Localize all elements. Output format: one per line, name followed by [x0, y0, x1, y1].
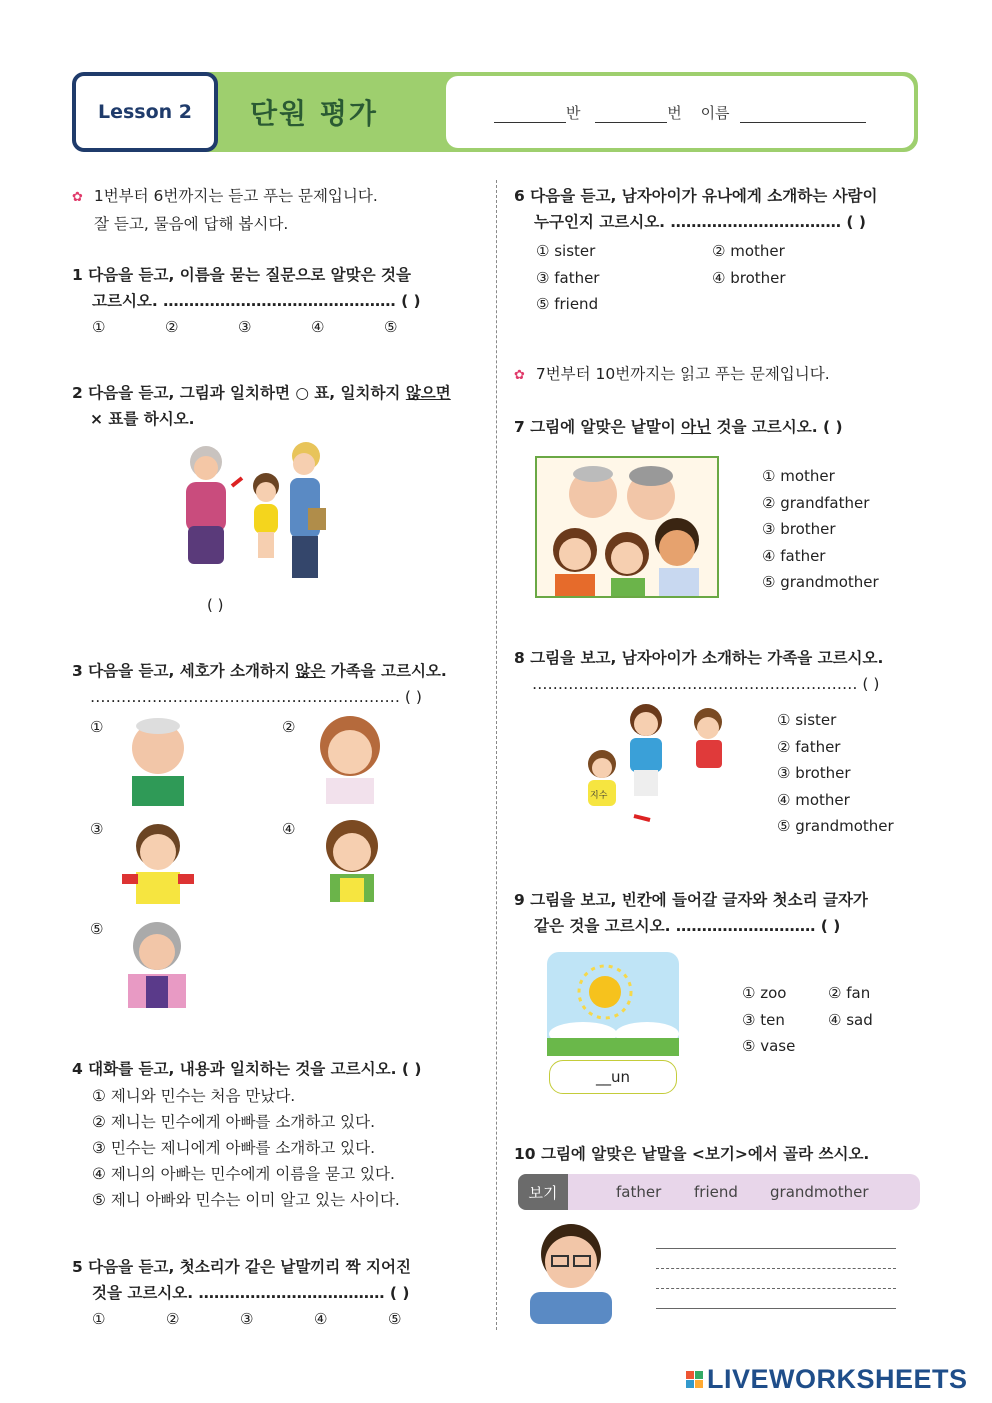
logo-icon: [686, 1371, 703, 1388]
word-bank-word: friend: [694, 1183, 738, 1201]
q5-choices: [92, 1310, 401, 1328]
q7-option[interactable]: ③ brother: [762, 520, 836, 538]
student-info-box: [446, 76, 914, 148]
q4-option[interactable]: ① 제니와 민수는 처음 만났다.: [92, 1087, 296, 1105]
question-8: 8 그림을 보고, 남자아이가 소개하는 가족을 고르시오. ……………………………………………………… ( ): [514, 649, 884, 693]
number-blank[interactable]: [595, 106, 667, 123]
q5-choice[interactable]: ④: [314, 1310, 328, 1328]
q6-option[interactable]: ② mother: [712, 242, 785, 260]
father-picture: [526, 1220, 616, 1324]
name-tag: 지수: [590, 791, 608, 801]
grandfather-picture: [118, 714, 198, 806]
q3-label[interactable]: ③: [90, 820, 104, 838]
q8-option[interactable]: ① sister: [777, 711, 837, 729]
q1-choices: [92, 318, 397, 336]
q4-option[interactable]: ③ 민수는 제니에게 아빠를 소개하고 있다.: [92, 1139, 376, 1157]
name-label: 이름: [700, 104, 730, 122]
q6-option[interactable]: ① sister: [536, 242, 596, 260]
q3-label[interactable]: ⑤: [90, 920, 104, 938]
question-10: 10 그림에 알맞은 낱말을 <보기>에서 골라 쓰시오.: [514, 1145, 870, 1163]
q2-answer-box[interactable]: ( ): [207, 596, 224, 614]
word-bank-word: father: [616, 1183, 662, 1201]
flower-icon: ✿: [72, 190, 83, 205]
q8-options: [777, 707, 894, 840]
q7-options: [762, 463, 879, 596]
q9-option[interactable]: ③ ten: [742, 1010, 785, 1029]
answer-line[interactable]: [656, 1308, 896, 1309]
question-1: 1 다음을 듣고, 이름을 묻는 질문으로 알맞은 것을 고르시오. ……………………………………… ( ): [72, 266, 421, 310]
page-title: 단원 평가: [250, 97, 378, 130]
q9-option[interactable]: ⑤ vase: [742, 1037, 796, 1055]
q7-option[interactable]: ① mother: [762, 467, 835, 485]
question-2: 2 다음을 듣고, 그림과 일치하면 ○ 표, 일치하지 않으면 × 표를 하시오.: [72, 384, 451, 428]
word-bank-words: [616, 1183, 868, 1201]
q4-options: [92, 1083, 400, 1213]
class-blank[interactable]: [494, 106, 566, 123]
q1-choice[interactable]: ⑤: [384, 318, 398, 336]
grandmother-picture: [122, 918, 192, 1008]
sister-picture: [320, 816, 384, 904]
number-label: 번: [667, 104, 682, 122]
flower-icon: ✿: [514, 368, 525, 383]
q3-label[interactable]: ④: [282, 820, 296, 838]
name-blank[interactable]: [740, 106, 866, 123]
question-9: 9 그림을 보고, 빈칸에 들어갈 글자와 첫소리 글자가 같은 것을 고르시오. ……………………… ( ): [514, 891, 868, 935]
q4-option[interactable]: ⑤ 제니 아빠와 민수는 이미 알고 있는 사이다.: [92, 1191, 400, 1209]
answer-line[interactable]: [656, 1248, 896, 1249]
class-label: 반: [566, 104, 581, 122]
q1-choice[interactable]: ②: [165, 318, 179, 336]
q9-option[interactable]: ① zoo: [742, 984, 787, 1002]
q1-choice[interactable]: ①: [92, 318, 106, 336]
q3-label[interactable]: ①: [90, 718, 104, 736]
q6-option[interactable]: ③ father: [536, 268, 600, 287]
question-4: 4 대화를 듣고, 내용과 일치하는 것을 고르시오. ( ): [72, 1060, 422, 1078]
q5-choice[interactable]: ②: [166, 1310, 180, 1328]
q5-choice[interactable]: ①: [92, 1310, 106, 1328]
q4-option[interactable]: ② 제니는 민수에게 아빠를 소개하고 있다.: [92, 1113, 376, 1131]
liveworksheets-logo: LIVEWORKSHEETS: [686, 1364, 968, 1395]
q3-label[interactable]: ②: [282, 718, 296, 736]
q1-choice[interactable]: ④: [311, 318, 325, 336]
question-3: 3 다음을 듣고, 세호가 소개하지 않은 가족을 고르시오. …………………………………………………… ( ): [72, 662, 447, 706]
brother-picture: [118, 818, 198, 906]
kids-introduction-illustration: [572, 700, 736, 832]
q9-options: [742, 980, 873, 1060]
column-divider: [496, 180, 497, 1330]
intro-listen: ✿ 1번부터 6번까지는 듣고 푸는 문제입니다. 잘 듣고, 물음에 답해 봅시다.: [72, 187, 378, 233]
intro-read: ✿ 7번부터 10번까지는 읽고 푸는 문제입니다.: [514, 365, 830, 383]
question-7: 7 그림에 알맞은 낱말이 아닌 것을 고르시오. ( ): [514, 418, 843, 436]
blank-word-box[interactable]: __un: [549, 1060, 677, 1094]
q7-option[interactable]: ② grandfather: [762, 493, 870, 512]
q8-option[interactable]: ⑤ grandmother: [777, 817, 894, 835]
word-bank-word: grandmother: [770, 1183, 869, 1201]
q4-option[interactable]: ④ 제니의 아빠는 민수에게 이름을 묻고 있다.: [92, 1165, 395, 1183]
q9-option[interactable]: ④ sad: [828, 1010, 873, 1029]
word-bank-label: 보기: [518, 1174, 568, 1210]
q8-option[interactable]: ② father: [777, 737, 841, 756]
family-greeting-illustration: [172, 438, 332, 582]
q6-option[interactable]: ⑤ friend: [536, 295, 599, 313]
sun-picture: [547, 952, 679, 1056]
q1-choice[interactable]: ③: [238, 318, 252, 336]
q5-choice[interactable]: ⑤: [388, 1310, 402, 1328]
q7-option[interactable]: ⑤ grandmother: [762, 573, 879, 591]
mother-picture: [314, 712, 386, 804]
q5-choice[interactable]: ③: [240, 1310, 254, 1328]
q9-option[interactable]: ② fan: [828, 984, 871, 1002]
answer-guide-line: [656, 1268, 896, 1269]
question-6: 6 다음을 듣고, 남자아이가 유나에게 소개하는 사람이 누구인지 고르시오. …………………………… ( ): [514, 187, 878, 231]
q8-option[interactable]: ③ brother: [777, 764, 851, 782]
q6-options: [536, 238, 786, 318]
family-photo: [535, 456, 719, 598]
q8-option[interactable]: ④ mother: [777, 790, 850, 809]
lesson-badge: Lesson 2: [72, 72, 218, 152]
answer-guide-line: [656, 1288, 896, 1289]
q6-option[interactable]: ④ brother: [712, 268, 786, 287]
question-5: 5 다음을 듣고, 첫소리가 같은 낱말끼리 짝 지어진 것을 고르시오. ……………………………… ( ): [72, 1258, 411, 1302]
q7-option[interactable]: ④ father: [762, 546, 826, 565]
